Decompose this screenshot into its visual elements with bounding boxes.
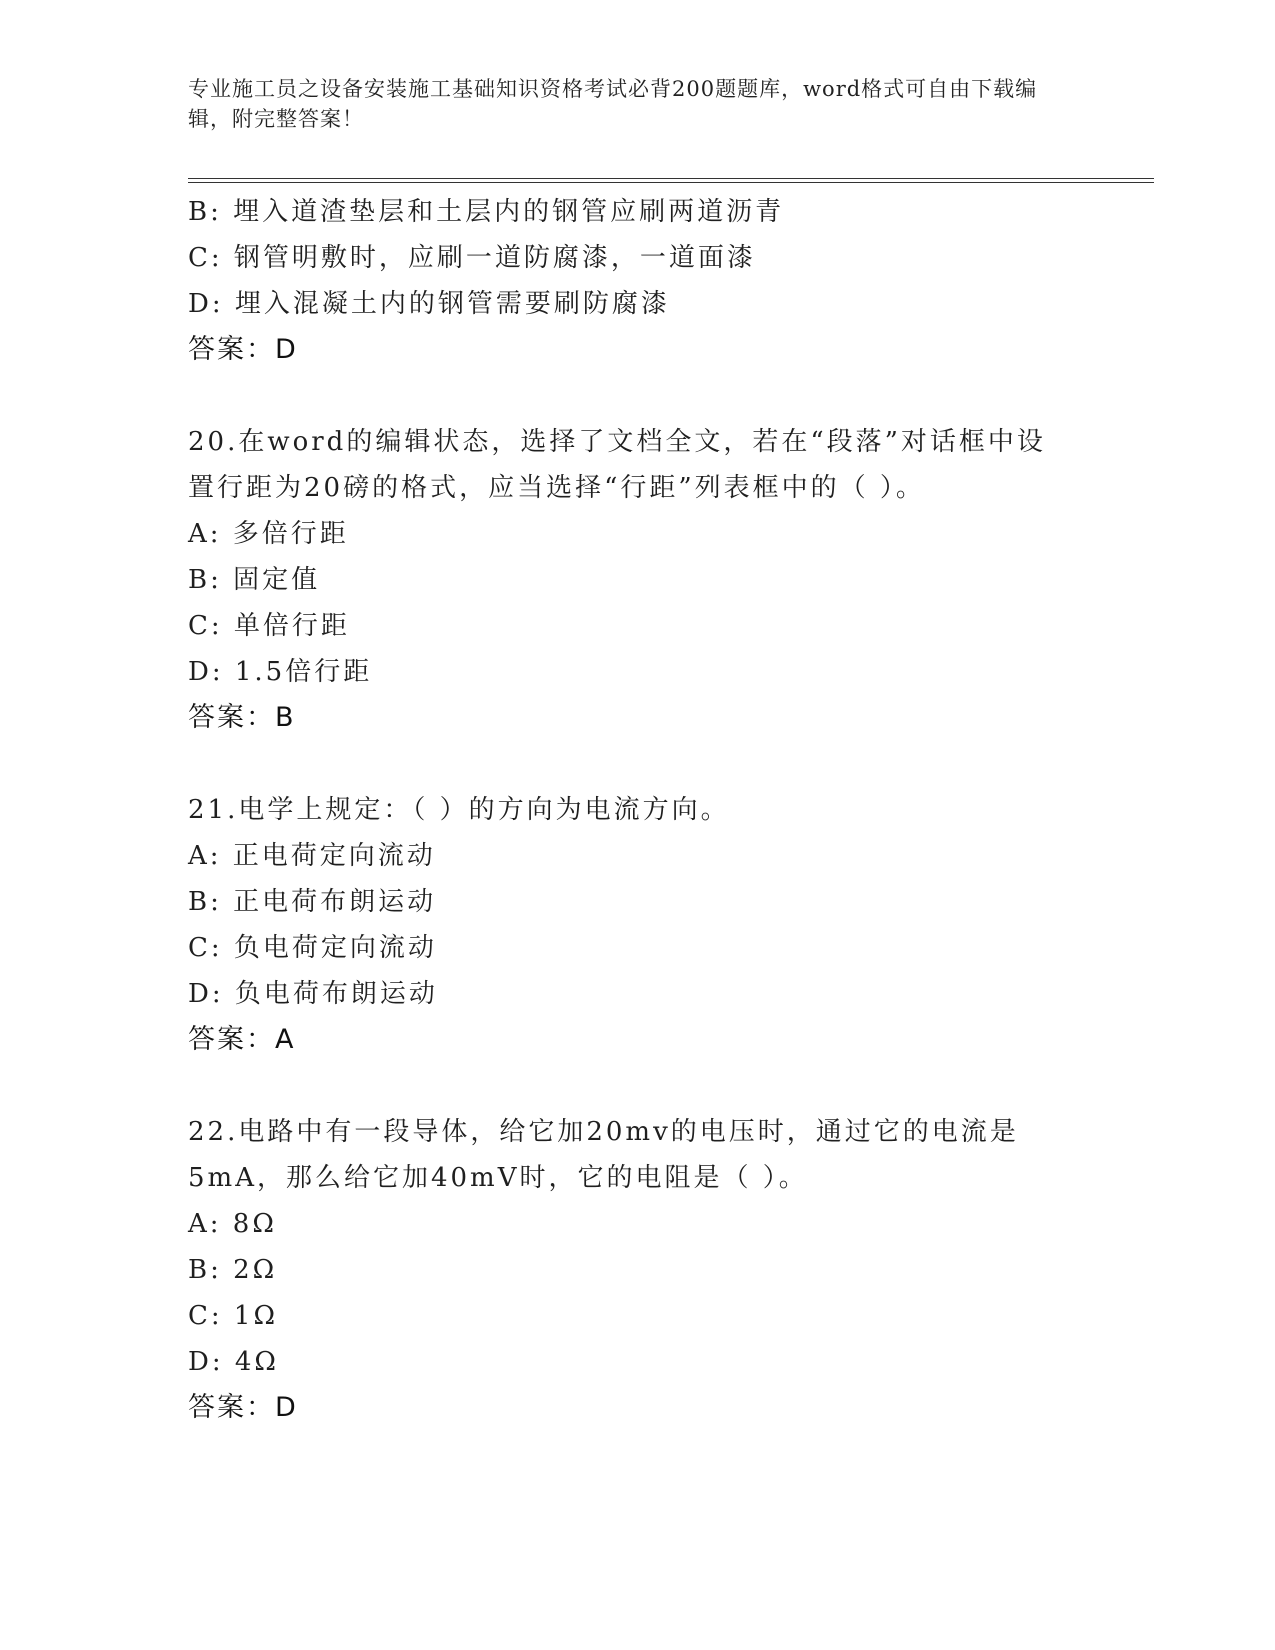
- header-rule-bottom: [188, 182, 1154, 183]
- option-c: C: 1Ω: [188, 1301, 279, 1331]
- answer-line: 答案：D: [188, 334, 298, 365]
- answer-line: 答案：A: [188, 1024, 296, 1055]
- answer-line: 答案：B: [188, 702, 296, 733]
- partial-question: [188, 189, 1088, 373]
- question-stem: 20.在word的编辑状态，选择了文档全文，若在“段落”对话框中设置行距为20磅的格式，应当选择“行距”列表框中的（ ）。: [188, 427, 1046, 503]
- option-d: D: 1.5倍行距: [188, 657, 373, 687]
- option-a: A: 8Ω: [188, 1209, 277, 1239]
- option-a: A: 多倍行距: [188, 519, 349, 549]
- option-c: C: 负电荷定向流动: [188, 933, 437, 963]
- option-c: C: 钢管明敷时，应刷一道防腐漆，一道面漆: [188, 243, 756, 273]
- option-b: B: 正电荷布朗运动: [188, 887, 437, 917]
- option-c: C: 单倍行距: [188, 611, 350, 641]
- document-header: 专业施工员之设备安装施工基础知识资格考试必背200题题库，word格式可自由下载编辑，附完整答案！: [188, 77, 1038, 131]
- question-stem: 22.电路中有一段导体，给它加20mv的电压时，通过它的电流是5mA，那么给它加40mV时，它的电阻是（ ）。: [188, 1117, 1019, 1193]
- question-22: [188, 1109, 1088, 1431]
- document-body: [188, 189, 1088, 1431]
- option-d: D: 4Ω: [188, 1347, 279, 1377]
- option-b: B: 2Ω: [188, 1255, 278, 1285]
- question-stem: 21.电学上规定：（ ）的方向为电流方向。: [188, 795, 730, 825]
- option-d: D: 负电荷布朗运动: [188, 979, 438, 1009]
- answer-line: 答案：D: [188, 1392, 298, 1423]
- header-rule-top: [188, 178, 1154, 179]
- option-b: B: 埋入道渣垫层和土层内的钢管应刷两道沥青: [188, 197, 785, 227]
- option-b: B: 固定值: [188, 565, 321, 595]
- option-a: A: 正电荷定向流动: [188, 841, 436, 871]
- option-d: D: 埋入混凝土内的钢管需要刷防腐漆: [188, 289, 670, 319]
- question-21: [188, 787, 1088, 1063]
- question-20: [188, 419, 1088, 741]
